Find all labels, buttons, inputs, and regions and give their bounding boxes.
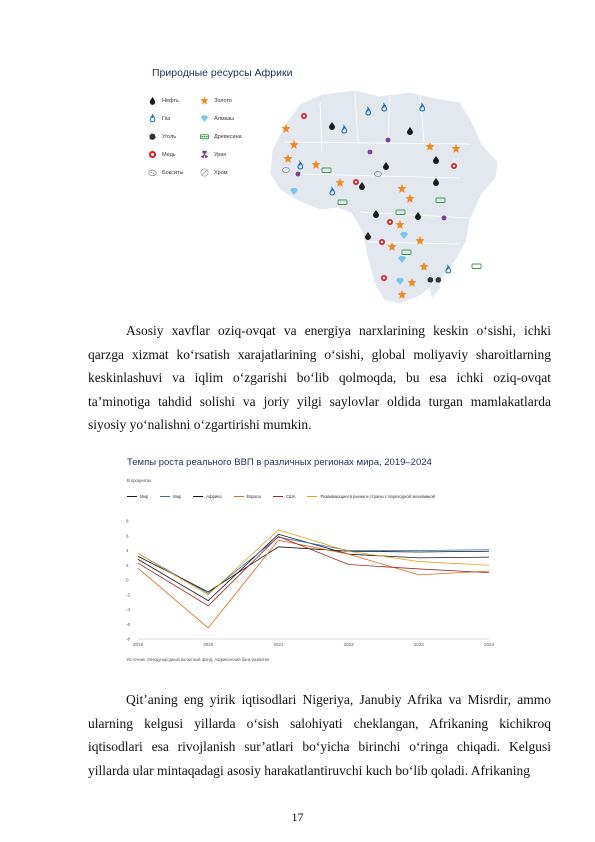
legend-item-timber <box>200 132 242 141</box>
legend-label: Древесина <box>214 133 242 140</box>
legend-item-oil <box>148 96 179 105</box>
y-tick-label: -6 <box>126 621 131 627</box>
legend-entry <box>273 494 296 499</box>
africa-map <box>260 82 500 312</box>
legend-label: Алмазы <box>214 115 235 122</box>
legend-label: Европа <box>246 494 261 499</box>
legend-entry <box>234 494 261 499</box>
x-tick-label: 2019 <box>132 642 144 647</box>
legend-swatch <box>234 496 244 497</box>
legend-swatch <box>273 496 283 497</box>
series-line <box>138 530 489 595</box>
africa-landmass <box>270 90 498 304</box>
africa-resources-map-figure <box>142 62 508 314</box>
chart-legend <box>127 494 435 499</box>
legend-label: Бокситы <box>162 169 184 176</box>
legend-item-bauxite <box>148 168 183 177</box>
legend-entry <box>160 494 181 499</box>
gdp-growth-chart-figure <box>124 457 504 671</box>
paragraph-risks: Asosiy xavflar oziq-ovqat va energiya narxlarining keskin o‘sishi, ichki qarzga xizmat ko‘rsatish xarajatlarining o‘sishi, global moliyaviy sharoitlarning keskinlashuvi va iqlim o‘zgarishi bo‘lib qolmoqda, bu esa ichki oziq-ovqat ta’minotiga tahdid solishi va joriy yilgi saylovlar oldida turgan mamlakatlarda siyosiy yo‘nalishni o‘zgartirishi mumkin. <box>88 323 551 432</box>
y-tick-label: -4 <box>126 607 131 612</box>
legend-item-uranium <box>200 150 226 159</box>
legend-swatch <box>307 496 317 497</box>
legend-label: Нефть <box>162 97 179 104</box>
timber-icon <box>200 132 209 141</box>
y-tick-label: 0 <box>126 577 129 583</box>
legend-label: Уран <box>214 151 227 158</box>
x-tick-label: 2024 <box>483 642 495 647</box>
legend-entry <box>307 494 434 499</box>
series-line <box>138 547 489 592</box>
oil-drop-icon <box>148 96 157 105</box>
legend-entry <box>193 494 221 499</box>
copper-icon <box>148 150 157 159</box>
y-tick-label: 8 <box>126 518 129 524</box>
legend-item-diamonds <box>200 114 234 123</box>
legend-label: Мир <box>140 494 149 499</box>
map-title: Природные ресурсы Африки <box>152 67 293 79</box>
legend-swatch <box>160 496 170 497</box>
legend-label: Медь <box>162 151 176 158</box>
legend-item-chrome <box>200 168 228 177</box>
legend-entry <box>127 494 148 499</box>
legend-label: Мир <box>173 494 182 499</box>
legend-label: Хром <box>214 169 228 176</box>
legend-label: Африка <box>206 494 222 499</box>
bauxite-icon <box>148 168 157 177</box>
y-tick-label: -2 <box>126 592 131 598</box>
legend-item-coal <box>148 132 176 141</box>
gas-flame-icon <box>148 114 157 123</box>
chrome-icon <box>200 168 209 177</box>
page-number: 17 <box>291 810 304 824</box>
chart-source: Источник: Международный валютный фонд; Африканский банк развития <box>127 657 270 662</box>
gold-star-icon <box>200 96 209 105</box>
paragraph-economies: Qit’aning eng yirik iqtisodlari Nigeriya, Janubiy Afrika va Misrdir, ammo ularning kelgusi yillarda o‘sish salohiyati cheklangan, Afrikaning kichikroq iqtisodlari esa rivojlanish sur’atlari bo‘yicha birinchi o‘ringa chiqadi. Kelgusi yillarda ular mintaqadagi asosiy harakatlantiruvchi kuch bo‘lib qoladi. Afrikaning <box>88 692 551 778</box>
legend-label: Уголь <box>162 133 177 140</box>
x-tick-label: 2022 <box>343 642 354 647</box>
chart-units: В процентах <box>127 478 152 483</box>
x-tick-label: 2021 <box>273 642 284 647</box>
legend-label: Золото <box>214 97 232 104</box>
legend-item-copper <box>148 150 176 159</box>
chart-title: Темпы роста реального ВВП в различных регионах мира, 2019–2024 <box>127 457 432 468</box>
legend-item-gold <box>200 96 232 105</box>
y-tick-label: -8 <box>126 636 131 642</box>
x-tick-label: 2023 <box>413 642 424 647</box>
x-tick-label: 2020 <box>203 642 214 647</box>
legend-swatch <box>127 496 137 497</box>
uranium-icon <box>200 150 209 159</box>
coal-icon <box>148 132 157 141</box>
y-tick-label: 2 <box>126 562 129 568</box>
legend-label: Развивающиеся рынки и страны с переходной экономикой <box>320 494 435 499</box>
legend-label: США <box>285 494 296 499</box>
legend-item-gas <box>148 114 170 123</box>
y-tick-label: 4 <box>126 548 129 553</box>
diamond-icon <box>200 114 209 123</box>
y-tick-label: 6 <box>126 533 129 539</box>
legend-swatch <box>193 496 203 497</box>
legend-label: Газ <box>162 115 171 122</box>
chart-plot <box>124 511 504 651</box>
